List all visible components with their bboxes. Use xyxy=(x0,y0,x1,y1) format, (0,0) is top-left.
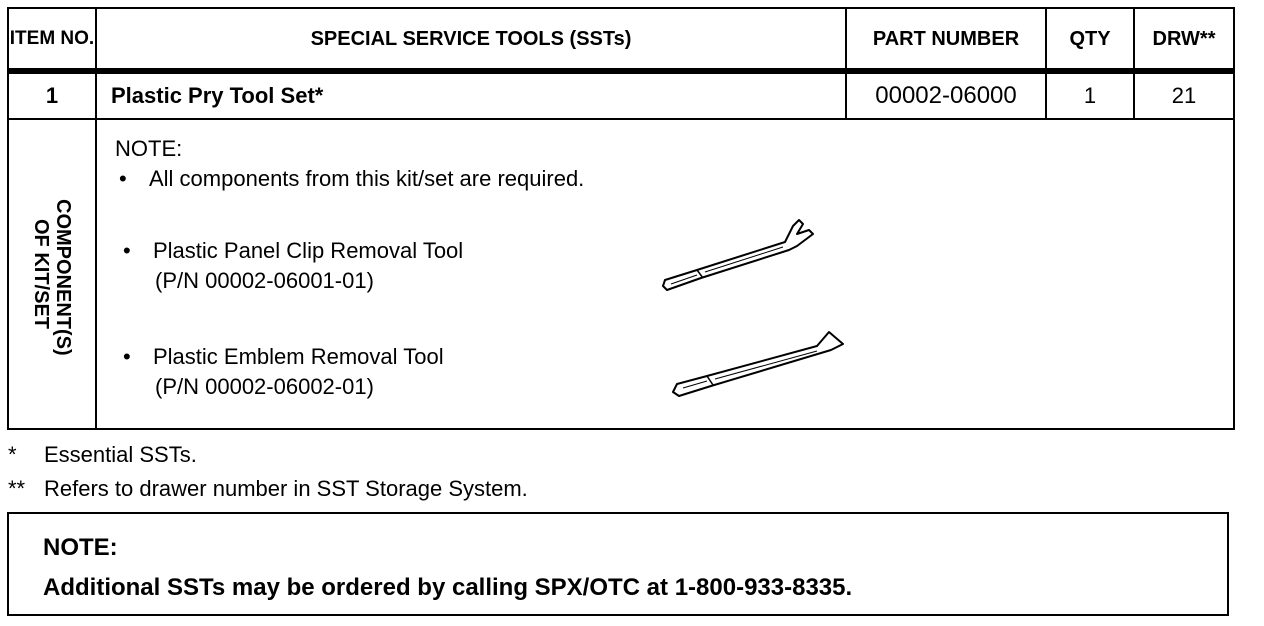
components-note-title: NOTE: xyxy=(115,136,183,161)
components-side-label: COMPONENT(S) OF KIT/SET xyxy=(30,199,74,356)
item-qty: 1 xyxy=(1046,71,1134,119)
header-qty: QTY xyxy=(1046,8,1134,71)
footnote-text: Essential SSTs. xyxy=(44,442,197,467)
item-drw: 21 xyxy=(1134,71,1234,119)
item-part-number: 00002-06000 xyxy=(846,71,1046,119)
bullet-dot: • xyxy=(123,344,131,369)
component-item xyxy=(123,342,444,402)
item-number: 1 xyxy=(8,71,96,119)
item-name: Plastic Pry Tool Set* xyxy=(96,71,846,119)
sst-table xyxy=(7,7,1235,430)
component-name: Plastic Panel Clip Removal Tool xyxy=(153,238,464,263)
ordering-note-title: NOTE: xyxy=(43,534,118,561)
header-item-no: ITEM NO. xyxy=(8,8,96,71)
components-note-bullet xyxy=(119,166,584,192)
panel-clip-removal-tool-icon xyxy=(657,216,827,296)
header-drw: DRW** xyxy=(1134,8,1234,71)
components-row xyxy=(8,119,1234,429)
bullet-dot: • xyxy=(119,166,127,191)
components-note-text: All components from this kit/set are required. xyxy=(149,166,585,191)
table-header-row xyxy=(8,8,1234,71)
emblem-removal-tool-icon xyxy=(667,324,857,404)
components-cell xyxy=(96,119,1234,429)
footnote-essential xyxy=(8,442,197,468)
component-name: Plastic Emblem Removal Tool xyxy=(153,344,444,369)
footnote-text: Refers to drawer number in SST Storage System. xyxy=(44,476,528,501)
footnote-mark: ** xyxy=(8,476,26,501)
table-row xyxy=(8,71,1234,119)
component-item xyxy=(123,236,463,296)
header-part-number: PART NUMBER xyxy=(846,8,1046,71)
ordering-note-text: Additional SSTs may be ordered by calling SPX/OTC at 1-800-933-8335. xyxy=(43,574,853,601)
header-tools: SPECIAL SERVICE TOOLS (SSTs) xyxy=(96,8,846,71)
footnote-drawer xyxy=(8,476,528,502)
component-part-number: (P/N 00002-06001-01) xyxy=(155,268,374,293)
component-part-number: (P/N 00002-06002-01) xyxy=(155,374,374,399)
footnote-mark: * xyxy=(8,442,17,467)
bullet-dot: • xyxy=(123,238,131,263)
ordering-note-box xyxy=(7,512,1229,616)
components-side-cell xyxy=(8,119,96,429)
